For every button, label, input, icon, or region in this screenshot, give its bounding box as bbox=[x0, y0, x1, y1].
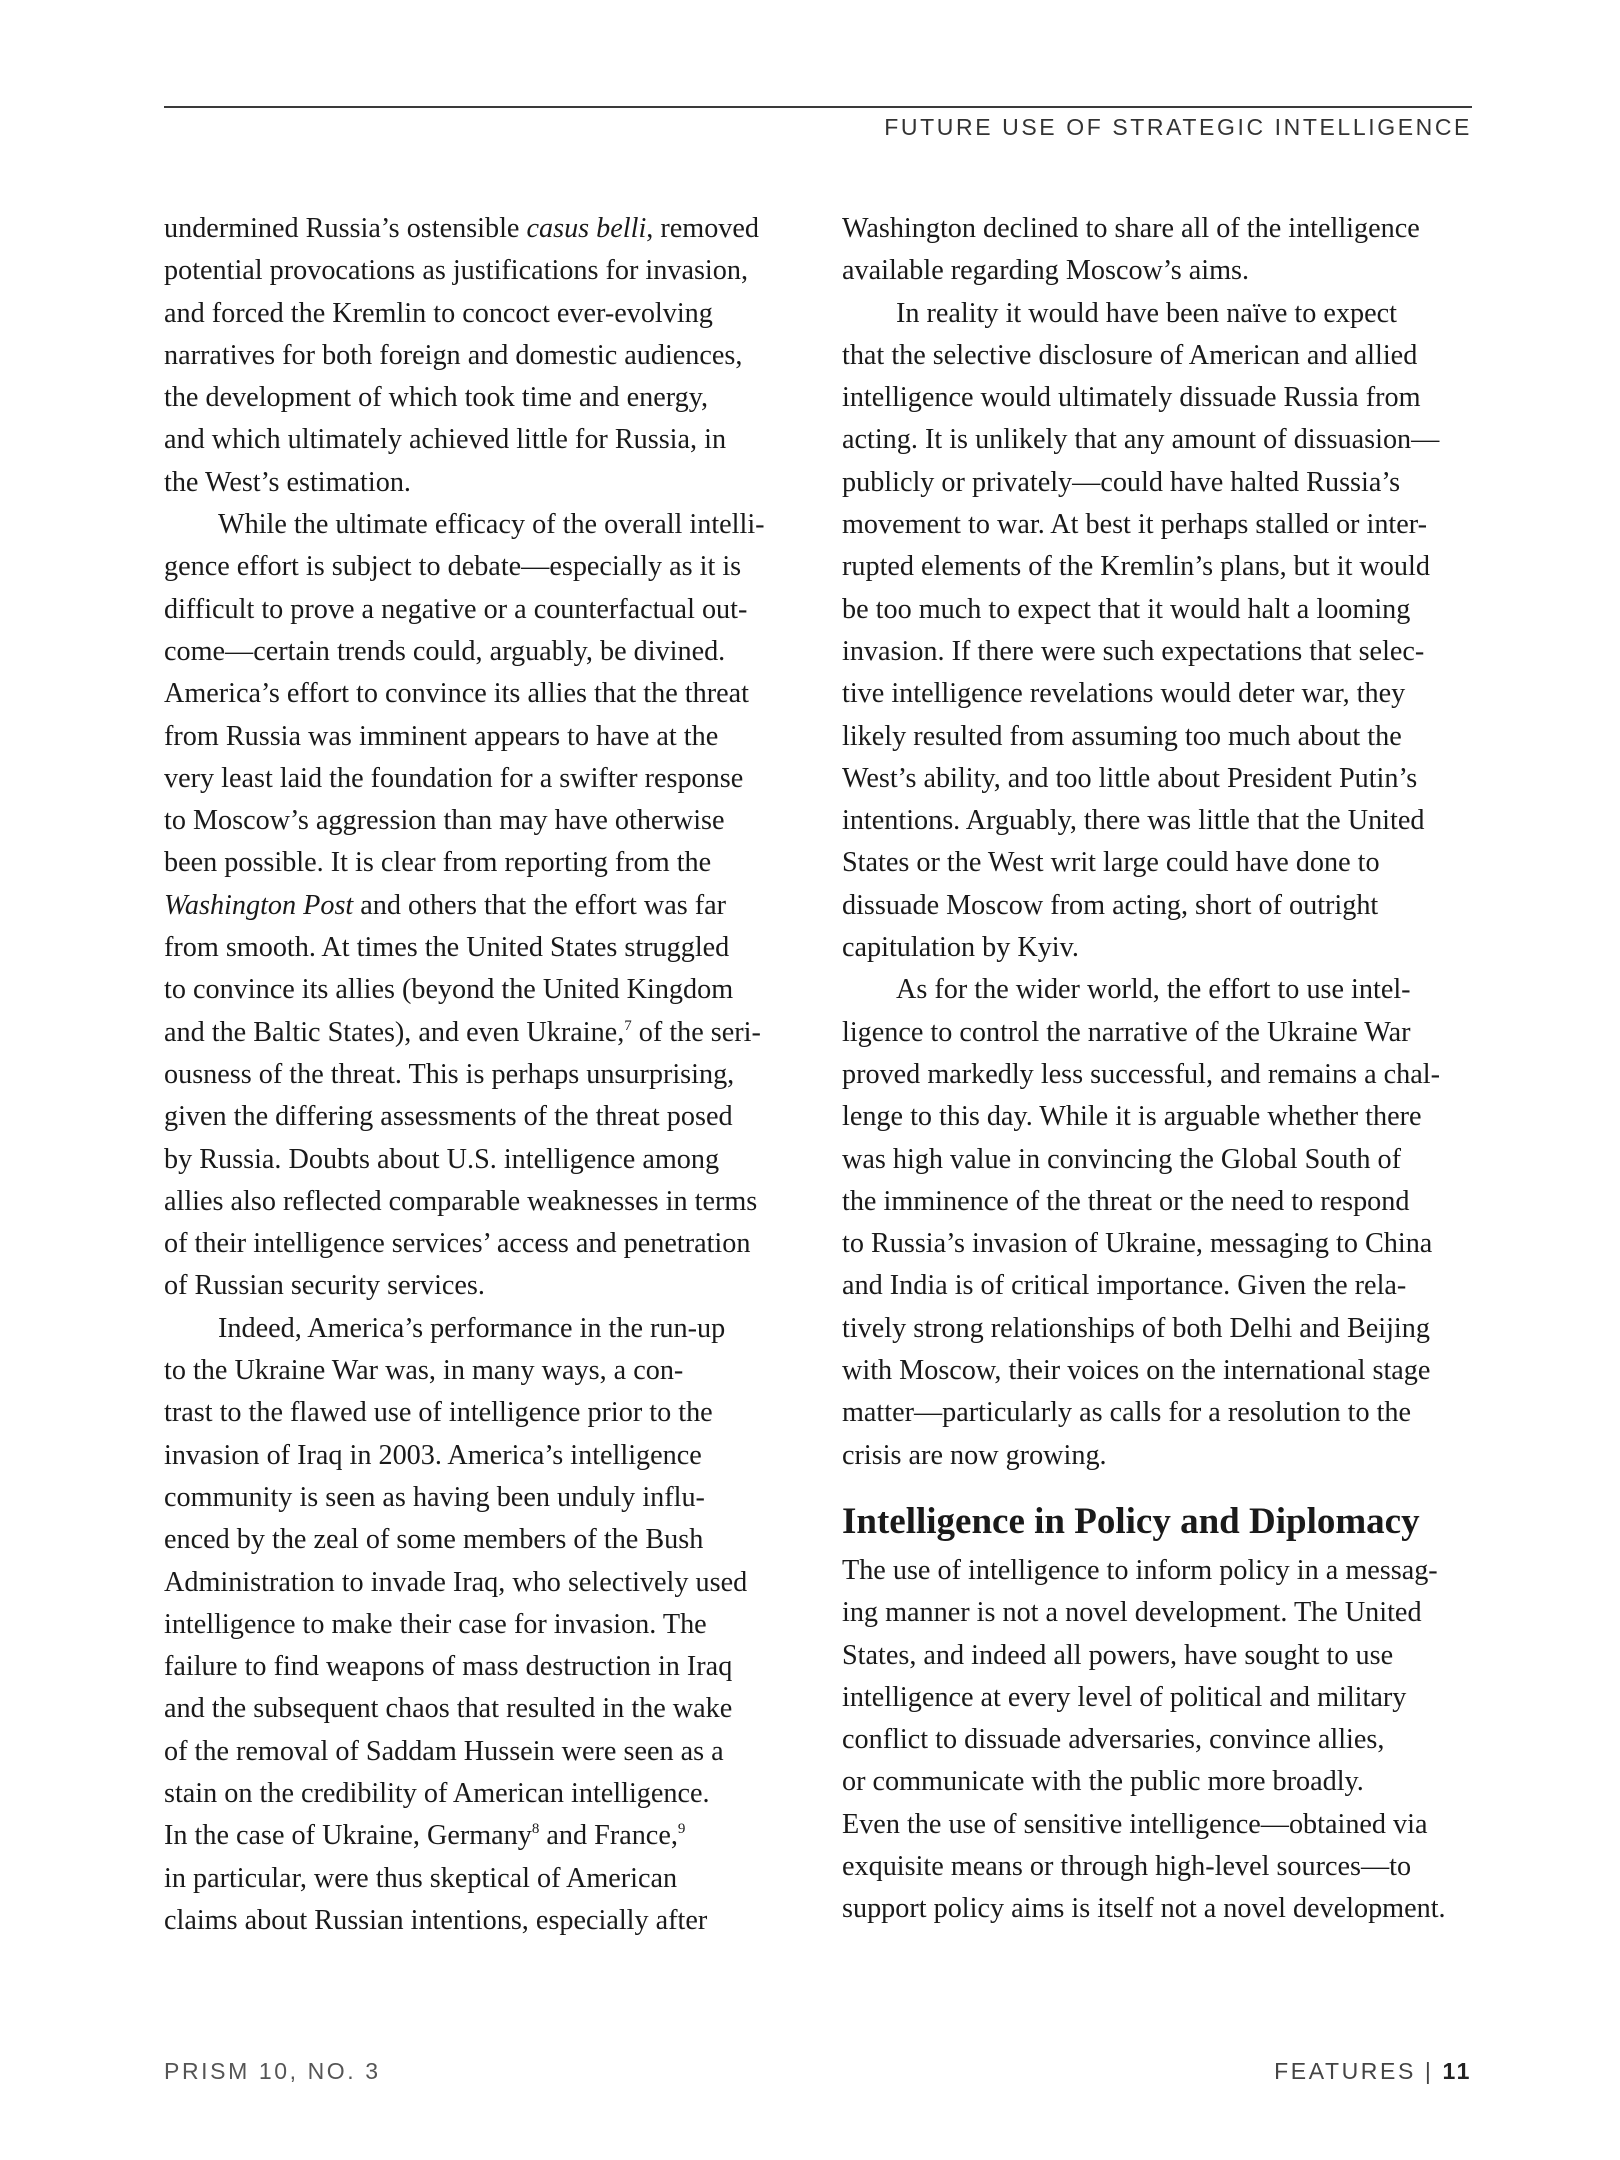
running-header: FUTURE USE OF STRATEGIC INTELLIGENCE bbox=[884, 114, 1472, 140]
text-line: of their intelligence services’ access and penetration bbox=[164, 1228, 751, 1260]
text-line: tive intelligence revelations would deter war, they bbox=[842, 678, 1406, 710]
text-line: likely resulted from assuming too much about the bbox=[842, 720, 1402, 752]
footer-page-info bbox=[1274, 2058, 1472, 2085]
text-line: difficult to prove a negative or a counterfactual out- bbox=[164, 593, 748, 625]
text-line: that the selective disclosure of American and allied bbox=[842, 339, 1418, 371]
text-line: to the Ukraine War was, in many ways, a con- bbox=[164, 1355, 684, 1387]
text-line: potential provocations as justifications for invasion, bbox=[164, 255, 748, 287]
right-column bbox=[842, 208, 1472, 1931]
text-line: intelligence at every level of political and military bbox=[842, 1681, 1407, 1713]
text-line: invasion of Iraq in 2003. America’s intelligence bbox=[164, 1439, 702, 1471]
section-heading: Intelligence in Policy and Diplomacy bbox=[842, 1500, 1420, 1542]
text-line: and forced the Kremlin to concoct ever-evolving bbox=[164, 297, 713, 329]
text-line: Indeed, America’s performance in the run-up bbox=[218, 1312, 726, 1344]
text-line: tively strong relationships of both Delhi and Beijing bbox=[842, 1312, 1430, 1344]
text-line: In the case of Ukraine, Germany$^8$ and France,$^9$ bbox=[164, 1820, 686, 1852]
text-line: matter—particularly as calls for a resolution to the bbox=[842, 1397, 1412, 1429]
text-line: Even the use of sensitive intelligence—obtained via bbox=[842, 1808, 1428, 1840]
text-line: the imminence of the threat or the need to respond bbox=[842, 1185, 1410, 1217]
paragraph bbox=[842, 293, 1472, 970]
text-line: stain on the credibility of American intelligence. bbox=[164, 1777, 710, 1809]
text-line: and the subsequent chaos that resulted in the wake bbox=[164, 1693, 733, 1725]
text-line: was high value in convincing the Global South of bbox=[842, 1143, 1401, 1175]
text-line: of the removal of Saddam Hussein were seen as a bbox=[164, 1735, 724, 1767]
paragraph bbox=[842, 969, 1472, 1477]
text-line: intelligence would ultimately dissuade Russia from bbox=[842, 382, 1421, 414]
text-line: to convince its allies (beyond the United Kingdom bbox=[164, 974, 734, 1006]
text-line: crisis are now growing. bbox=[842, 1439, 1107, 1471]
text-line: available regarding Moscow’s aims. bbox=[842, 255, 1250, 287]
text-line: The use of intelligence to inform policy in a messag- bbox=[842, 1554, 1438, 1586]
text-line: In reality it would have been naïve to expect bbox=[896, 297, 1397, 329]
text-line: undermined Russia’s ostensible casus belli, removed bbox=[164, 213, 760, 244]
text-line: proved markedly less successful, and remains a chal- bbox=[842, 1058, 1440, 1090]
footer-section: FEATURES bbox=[1274, 2058, 1416, 2084]
footer-separator: | bbox=[1424, 2058, 1434, 2084]
text-line: allies also reflected comparable weaknesses in terms bbox=[164, 1185, 758, 1217]
text-line: acting. It is unlikely that any amount of dissuasion— bbox=[842, 424, 1440, 456]
text-line: from smooth. At times the United States struggled bbox=[164, 932, 730, 964]
text-line: ligence to control the narrative of the Ukraine War bbox=[842, 1016, 1411, 1048]
footnote-ref: 8 bbox=[531, 1821, 540, 1838]
text-line: West’s ability, and too little about President Putin’s bbox=[842, 762, 1418, 794]
paragraph bbox=[164, 208, 784, 504]
text-line: States, and indeed all powers, have sought to use bbox=[842, 1639, 1394, 1671]
left-column bbox=[164, 208, 784, 1942]
text-line: and which ultimately achieved little for Russia, in bbox=[164, 424, 727, 456]
footnote-ref: 9 bbox=[677, 1821, 686, 1838]
text-line: from Russia was imminent appears to have at the bbox=[164, 720, 719, 752]
text-line: publicly or privately—could have halted Russia’s bbox=[842, 466, 1401, 498]
text-line: very least laid the foundation for a swifter response bbox=[164, 762, 744, 794]
page-number: 11 bbox=[1442, 2058, 1472, 2084]
text-line: to Moscow’s aggression than may have otherwise bbox=[164, 805, 725, 837]
text-line: the development of which took time and energy, bbox=[164, 382, 709, 414]
paragraph bbox=[842, 1550, 1472, 1931]
text-line: intelligence to make their case for invasion. The bbox=[164, 1608, 707, 1640]
text-line: narratives for both foreign and domestic audiences, bbox=[164, 339, 743, 371]
text-line: given the differing assessments of the threat posed bbox=[164, 1101, 733, 1133]
text-line: enced by the zeal of some members of the Bush bbox=[164, 1524, 704, 1556]
text-line: States or the West writ large could have done to bbox=[842, 847, 1380, 879]
text-line: invasion. If there were such expectations that selec- bbox=[842, 635, 1425, 667]
text-line: Administration to invade Iraq, who selectively used bbox=[164, 1566, 748, 1598]
header-rule bbox=[164, 106, 1472, 108]
text-line: community is seen as having been unduly influ- bbox=[164, 1481, 705, 1513]
text-line: or communicate with the public more broadly. bbox=[842, 1766, 1364, 1798]
text-line: conflict to dissuade adversaries, convince allies, bbox=[842, 1724, 1385, 1756]
text-line: dissuade Moscow from acting, short of outright bbox=[842, 889, 1379, 921]
text-line: ousness of the threat. This is perhaps unsurprising, bbox=[164, 1058, 735, 1090]
text-line: America’s effort to convince its allies that the threat bbox=[164, 678, 749, 710]
text-line: capitulation by Kyiv. bbox=[842, 932, 1079, 964]
text-line: to Russia’s invasion of Ukraine, messaging to China bbox=[842, 1228, 1433, 1260]
text-line: While the ultimate efficacy of the overall intelli- bbox=[218, 509, 765, 541]
text-line: be too much to expect that it would halt a looming bbox=[842, 593, 1411, 625]
text-line: by Russia. Doubts about U.S. intelligence among bbox=[164, 1143, 720, 1175]
text-line: with Moscow, their voices on the international stage bbox=[842, 1355, 1431, 1387]
text-line: ing manner is not a novel development. The United bbox=[842, 1597, 1422, 1629]
paragraph bbox=[164, 504, 784, 1308]
text-line: As for the wider world, the effort to use intel- bbox=[896, 974, 1411, 1006]
text-line: intentions. Arguably, there was little that the United bbox=[842, 805, 1425, 837]
paragraph bbox=[164, 1308, 784, 1942]
footer-journal: PRISM 10, NO. 3 bbox=[164, 2058, 381, 2084]
text-line: trast to the flawed use of intelligence prior to the bbox=[164, 1397, 713, 1429]
text-line: Washington declined to share all of the intelligence bbox=[842, 213, 1420, 244]
text-line: come—certain trends could, arguably, be divined. bbox=[164, 635, 726, 667]
text-line: in particular, were thus skeptical of American bbox=[164, 1862, 678, 1894]
text-line: failure to find weapons of mass destruction in Iraq bbox=[164, 1651, 733, 1683]
text-line: and the Baltic States), and even Ukraine,$^7$ of the seri- bbox=[164, 1016, 761, 1048]
text-line: of Russian security services. bbox=[164, 1270, 485, 1302]
text-line: claims about Russian intentions, especially after bbox=[164, 1904, 708, 1936]
text-line: support policy aims is itself not a novel development. bbox=[842, 1893, 1446, 1925]
paragraph bbox=[842, 208, 1472, 293]
text-line: rupted elements of the Kremlin’s plans, but it would bbox=[842, 551, 1430, 583]
text-line: Washington Post and others that the effort was far bbox=[164, 889, 727, 921]
footnote-ref: 7 bbox=[624, 1017, 632, 1034]
text-line: been possible. It is clear from reporting from the bbox=[164, 847, 712, 879]
text-line: the West’s estimation. bbox=[164, 466, 411, 498]
text-line: gence effort is subject to debate—especially as it is bbox=[164, 551, 742, 583]
text-line: movement to war. At best it perhaps stalled or inter- bbox=[842, 509, 1427, 541]
text-line: lenge to this day. While it is arguable whether there bbox=[842, 1101, 1422, 1133]
text-line: and India is of critical importance. Given the rela- bbox=[842, 1270, 1407, 1302]
text-line: exquisite means or through high-level sources—to bbox=[842, 1850, 1412, 1882]
